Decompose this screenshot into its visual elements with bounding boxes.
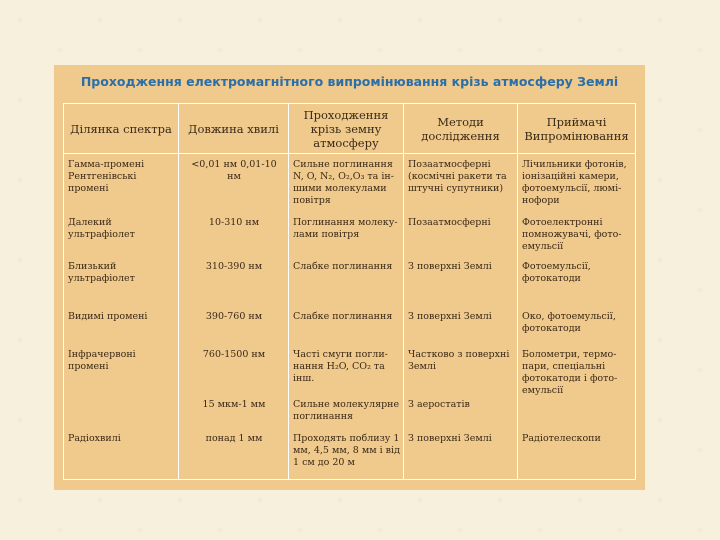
cell-methods: Позаатмосферні (космічні ракети та штучні супутники) bbox=[404, 154, 518, 218]
cell-receivers: Радіотелескопи bbox=[518, 433, 636, 480]
table-row bbox=[64, 154, 636, 218]
cell-wavelength: 10-310 нм bbox=[179, 217, 289, 261]
cell-receivers: Фотоемульсії, фотокатоди bbox=[518, 261, 636, 311]
table-row bbox=[64, 261, 636, 311]
header-spectrum-region: Ділянка спектра bbox=[64, 104, 179, 154]
cell-region bbox=[64, 399, 179, 433]
cell-passage: Слабке поглинання bbox=[289, 311, 404, 349]
cell-receivers: Лічильники фотонів, іонізаційні камери, фотоемульсії, люмі-нофори bbox=[518, 154, 636, 218]
cell-passage: Сильне молекулярне поглинання bbox=[289, 399, 404, 433]
cell-wavelength: 310-390 нм bbox=[179, 261, 289, 311]
cell-receivers bbox=[518, 399, 636, 433]
cell-region: Далекий ультрафіолет bbox=[64, 217, 179, 261]
cell-methods: З аеростатів bbox=[404, 399, 518, 433]
cell-methods: З поверхні Землі bbox=[404, 433, 518, 480]
header-radiation-receivers: Приймачі Випромінювання bbox=[518, 104, 636, 154]
cell-wavelength: <0,01 нм 0,01-10 нм bbox=[179, 154, 289, 218]
cell-passage: Часті смуги погли-нання H₂O, CO₂ та інш. bbox=[289, 349, 404, 399]
cell-passage: Проходять поблизу 1 мм, 4,5 мм, 8 мм і від 1 см до 20 м bbox=[289, 433, 404, 480]
cell-receivers: Болометри, термо-пари, спеціальні фотокатоди і фото-емульсії bbox=[518, 349, 636, 399]
cell-receivers: Фотоелектронні помножувачі, фото-емульсії bbox=[518, 217, 636, 261]
table-row bbox=[64, 399, 636, 433]
cell-wavelength: 15 мкм-1 мм bbox=[179, 399, 289, 433]
table-row bbox=[64, 349, 636, 399]
cell-wavelength: понад 1 мм bbox=[179, 433, 289, 480]
cell-receivers: Око, фотоемульсії, фотокатоди bbox=[518, 311, 636, 349]
header-research-methods: Методи дослідження bbox=[404, 104, 518, 154]
cell-region: Видимі промені bbox=[64, 311, 179, 349]
cell-wavelength: 390-760 нм bbox=[179, 311, 289, 349]
slide-card bbox=[54, 65, 645, 490]
cell-methods: Позаатмосферні bbox=[404, 217, 518, 261]
cell-region: Близький ультрафіолет bbox=[64, 261, 179, 311]
cell-passage: Сильне поглинання N, O, N₂, O₂,O₃ та ін-шими молекулами повітря bbox=[289, 154, 404, 218]
spectrum-table bbox=[63, 103, 636, 480]
cell-passage: Слабке поглинання bbox=[289, 261, 404, 311]
cell-methods: Частково з поверхні Землі bbox=[404, 349, 518, 399]
cell-wavelength: 760-1500 нм bbox=[179, 349, 289, 399]
cell-passage: Поглинання молеку-лами повітря bbox=[289, 217, 404, 261]
slide-title: Проходження електромагнітного випромінювання крізь атмосферу Землі bbox=[80, 74, 619, 89]
cell-methods: З поверхні Землі bbox=[404, 261, 518, 311]
cell-methods: З поверхні Землі bbox=[404, 311, 518, 349]
table-row bbox=[64, 217, 636, 261]
header-wavelength: Довжина хвилі bbox=[179, 104, 289, 154]
cell-region: Інфрачервоні промені bbox=[64, 349, 179, 399]
table-header-row bbox=[64, 104, 636, 154]
cell-region: Радіохвилі bbox=[64, 433, 179, 480]
table-row bbox=[64, 433, 636, 480]
cell-region: Гамма-промені Рентгенівські промені bbox=[64, 154, 179, 218]
header-atmosphere-passage: Проходження крізь земну атмосферу bbox=[289, 104, 404, 154]
table-row bbox=[64, 311, 636, 349]
